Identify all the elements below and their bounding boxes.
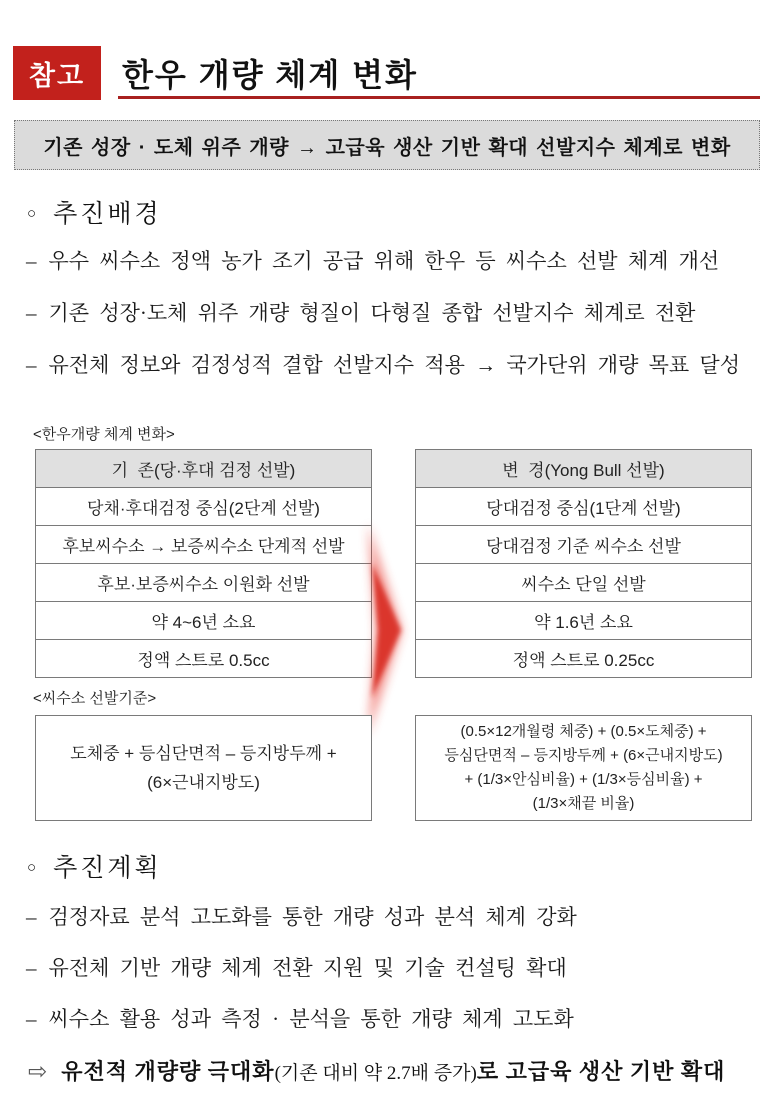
- table-row: 정액 스트로 0.25cc: [512, 651, 655, 670]
- list-item: [26, 1007, 771, 1031]
- formula-line: (6×근내지방도): [147, 773, 260, 792]
- hollow-right-arrow-icon: ⇨: [28, 1059, 48, 1085]
- bullet-text: 유전체 기반 개량 체계 전환 지원 및 기술 컨설팅 확대: [48, 956, 567, 980]
- dash-marker: –: [26, 905, 37, 929]
- table-row: 약 4~6년 소요: [36, 602, 371, 640]
- circle-bullet-marker: ○: [27, 860, 37, 876]
- bullet-text: 검정자료 분석 고도화를 통한 개량 성과 분석 체계 강화: [48, 905, 577, 929]
- comparison-table-label: <한우개량 체계 변화>: [33, 426, 175, 443]
- old-formula-box: [35, 715, 372, 821]
- list-item: [26, 956, 771, 980]
- table-row: 약 1.6년 소요: [416, 602, 751, 640]
- table-row: 후보씨수소 → 보증씨수소 단계적 선발: [36, 526, 371, 564]
- reference-badge: 참고: [13, 46, 101, 100]
- criteria-label: <씨수소 선발기준>: [33, 690, 157, 707]
- table-row: 씨수소 단일 선발: [416, 564, 751, 602]
- formula-line: (0.5×12개월령 체중) + (0.5×도체중) +: [460, 723, 707, 740]
- table-row: 정액 스트로 0.5cc: [137, 651, 270, 670]
- summary-box: [14, 120, 760, 170]
- section-title: 추진배경: [53, 201, 162, 228]
- conclusion-paren: (기존 대비 약 2.7배 증가): [274, 1063, 477, 1084]
- table-row: 당대검정 중심(1단계 선발): [416, 488, 751, 526]
- transition-arrow-icon: [352, 518, 412, 742]
- dash-marker: –: [26, 301, 37, 325]
- formula-line: + (1/3×안심비율) + (1/3×등심비율) +: [464, 771, 703, 788]
- title-underline: [118, 96, 760, 99]
- table-new-system: [415, 449, 752, 678]
- conclusion-bold-lead: 유전적 개량량 극대화: [61, 1059, 275, 1084]
- formula-line: (1/3×채끝 비율): [532, 795, 635, 812]
- section-heading-background: [27, 194, 162, 230]
- table-row: 후보·보증씨수소 이원화 선발: [36, 564, 371, 602]
- conclusion-line: [28, 1055, 773, 1086]
- list-item: [26, 301, 771, 325]
- new-formula-box: [415, 715, 752, 821]
- bullet-text: 유전체 정보와 검정성적 결합 선발지수 적용 → 국가단위 개량 목표 달성: [48, 353, 741, 377]
- dash-marker: –: [26, 956, 37, 980]
- table-header: 변 경(Yong Bull 선발): [416, 450, 751, 488]
- list-item: [26, 905, 771, 929]
- list-item: [26, 353, 771, 377]
- bullet-text: 우수 씨수소 정액 농가 조기 공급 위해 한우 등 씨수소 선발 체계 개선: [48, 249, 720, 273]
- section-heading-plan: [27, 848, 162, 884]
- list-item: [26, 249, 771, 273]
- table-old-system: [35, 449, 372, 678]
- bullet-text: 기존 성장·도체 위주 개량 형질이 다형질 종합 선발지수 체계로 전환: [48, 301, 696, 325]
- dash-marker: –: [26, 353, 37, 377]
- plan-bullet-list: [26, 905, 771, 1058]
- circle-bullet-marker: ○: [27, 206, 37, 222]
- background-bullet-list: [26, 249, 771, 405]
- conclusion-bold-tail: 로 고급육 생산 기반 확대: [476, 1059, 726, 1084]
- table-row: 당대검정 기준 씨수소 선발: [416, 526, 751, 564]
- page-title: 한우 개량 체계 변화: [122, 57, 418, 93]
- formula-line: 도체중 + 등심단면적 – 등지방두께 +: [70, 744, 337, 763]
- dash-marker: –: [26, 249, 37, 273]
- formula-line: 등심단면적 – 등지방두께 + (6×근내지방도): [444, 747, 723, 764]
- table-header: 기 존(당·후대 검정 선발): [36, 450, 371, 488]
- bullet-text: 씨수소 활용 성과 측정 · 분석을 통한 개량 체계 고도화: [48, 1007, 574, 1031]
- summary-text: 기존 성장 · 도체 위주 개량 → 고급육 생산 기반 확대 선발지수 체계로 변화: [43, 136, 731, 159]
- dash-marker: –: [26, 1007, 37, 1031]
- section-title: 추진계획: [53, 855, 162, 882]
- table-row: 당채·후대검정 중심(2단계 선발): [36, 488, 371, 526]
